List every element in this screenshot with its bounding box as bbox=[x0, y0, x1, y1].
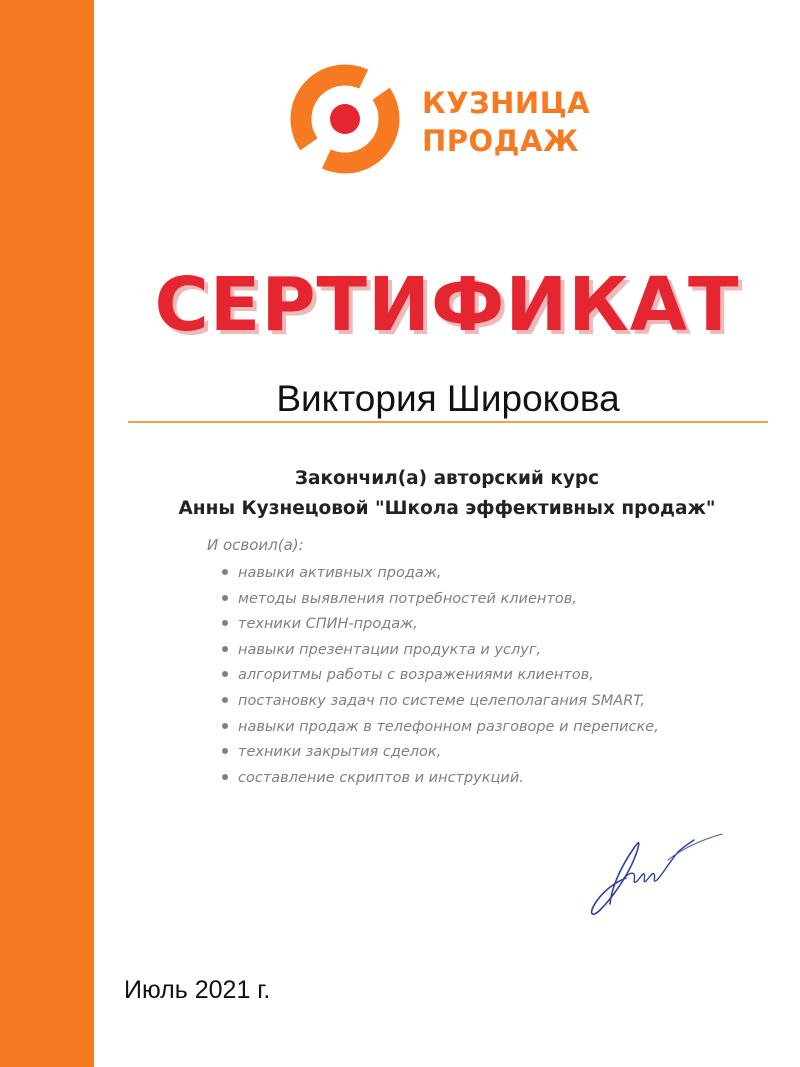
brand-line-2: ПРОДАЖ bbox=[422, 124, 579, 158]
list-item bbox=[222, 612, 659, 638]
target-logo-icon bbox=[288, 62, 403, 177]
list-item bbox=[222, 638, 659, 664]
name-underline bbox=[128, 421, 768, 423]
list-item bbox=[222, 561, 659, 587]
skill-text: постановку задач по системе целеполагания SMART, bbox=[238, 692, 646, 709]
certificate-title: СЕРТИФИКАТ bbox=[154, 262, 740, 348]
bullet-icon bbox=[222, 569, 228, 575]
list-item bbox=[222, 689, 659, 715]
list-item bbox=[222, 766, 659, 792]
brand-logo bbox=[288, 62, 591, 182]
brand-line-1: КУЗНИЦА bbox=[422, 86, 591, 120]
signature bbox=[582, 826, 732, 926]
skills-intro: И освоил(а): bbox=[207, 536, 304, 554]
issue-date: Июль 2021 г. bbox=[124, 976, 271, 1004]
bullet-icon bbox=[222, 748, 228, 754]
skill-text: техники закрытия сделок, bbox=[238, 744, 442, 761]
bullet-icon bbox=[222, 620, 228, 626]
skill-text: навыки презентации продукта и услуг, bbox=[238, 641, 542, 658]
skill-text: техники СПИН-продаж, bbox=[238, 616, 418, 633]
skill-text: алгоритмы работы с возражениями клиентов, bbox=[238, 667, 594, 684]
bullet-icon bbox=[222, 723, 228, 729]
course-description bbox=[94, 464, 800, 524]
side-stripe bbox=[0, 0, 94, 1067]
skill-text: навыки активных продаж, bbox=[238, 565, 442, 581]
list-item bbox=[222, 715, 659, 741]
recipient-name: Виктория Широкова bbox=[276, 378, 620, 419]
bullet-icon bbox=[222, 697, 228, 703]
bullet-icon bbox=[222, 774, 228, 780]
skill-text: составление скриптов и инструкций. bbox=[238, 769, 524, 786]
skill-text: методы выявления потребностей клиентов, bbox=[238, 590, 577, 607]
bullet-icon bbox=[222, 646, 228, 652]
course-line-2: Анны Кузнецовой "Школа эффективных продаж" bbox=[178, 498, 716, 519]
course-line-1: Закончил(а) авторский курс bbox=[294, 468, 600, 489]
list-item bbox=[222, 587, 659, 613]
bullet-icon bbox=[222, 595, 228, 601]
list-item bbox=[222, 663, 659, 689]
bullet-icon bbox=[222, 671, 228, 677]
skill-text: навыки продаж в телефонном разговоре и переписке, bbox=[238, 718, 659, 735]
list-item bbox=[222, 740, 659, 766]
brand-name bbox=[422, 84, 590, 160]
skills-list bbox=[222, 561, 659, 791]
